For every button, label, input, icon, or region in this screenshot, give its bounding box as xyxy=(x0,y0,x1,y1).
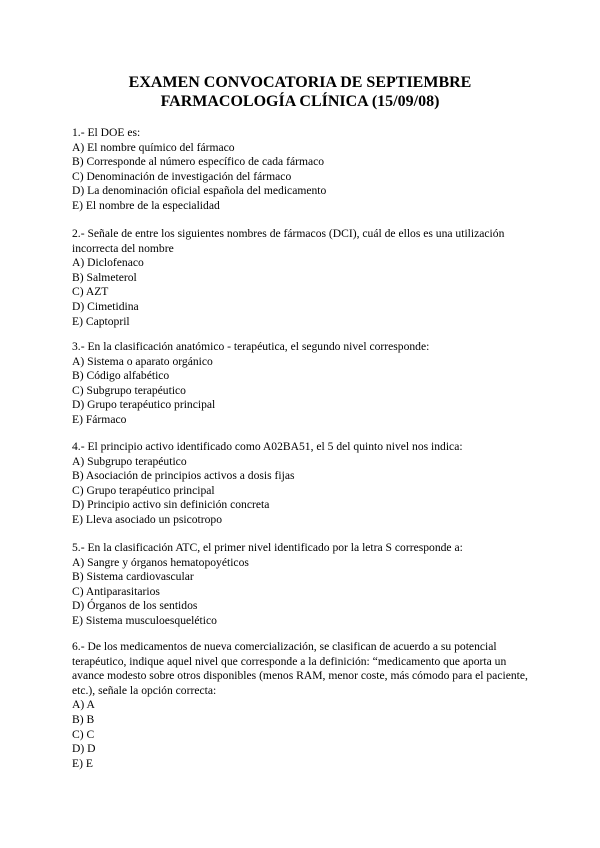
question-6 xyxy=(72,640,532,771)
question-text: 3.- En la clasificación anatómico - terapéutica, el segundo nivel corresponde: xyxy=(72,340,430,353)
option-d: D) Grupo terapéutico principal xyxy=(72,398,216,412)
option-a: A) Subgrupo terapéutico xyxy=(72,454,187,468)
option-b: B) Salmeterol xyxy=(72,270,137,284)
option-e: E) Lleva asociado un psicotropo xyxy=(72,512,223,526)
option-d: D) La denominación oficial española del medicamento xyxy=(72,184,327,198)
exam-title: EXAMEN CONVOCATORIA DE SEPTIEMBRE xyxy=(128,74,472,91)
option-e: E) Fármaco xyxy=(72,412,127,426)
option-c: C) Grupo terapéutico principal xyxy=(72,483,215,497)
question-2 xyxy=(72,227,532,329)
option-b: B) B xyxy=(72,712,95,726)
option-a: A) Sistema o aparato orgánico xyxy=(72,354,213,368)
exam-subtitle: FARMACOLOGÍA CLÍNICA (15/09/08) xyxy=(160,93,440,110)
option-a: A) Sangre y órganos hematopoyéticos xyxy=(72,555,249,569)
option-e: E) El nombre de la especialidad xyxy=(72,198,220,212)
question-text: 4.- El principio activo identificado como A02BA51, el 5 del quinto nivel nos indica: xyxy=(72,440,463,453)
option-c: C) AZT xyxy=(72,285,109,299)
option-a: A) Diclofenaco xyxy=(72,256,144,270)
question-5 xyxy=(72,541,532,629)
question-text: 1.- El DOE es: xyxy=(72,126,141,139)
option-d: D) D xyxy=(72,742,96,756)
option-c: C) Denominación de investigación del fármaco xyxy=(72,169,292,183)
option-e: E) Sistema musculoesquelético xyxy=(72,613,217,627)
question-text: 6.- De los medicamentos de nueva comercialización, se clasifican de acuerdo a su potencial terapéutico, indique aquel nivel que corresponde a la definición: “medicamento que aporta un avance modesto sobre otros disponibles (menos RAM, menor coste, más cómodo para el paciente, etc.), señale la opción correcta: xyxy=(72,640,528,697)
question-1 xyxy=(72,126,532,214)
option-a: A) A xyxy=(72,698,95,712)
option-c: C) Antiparasitarios xyxy=(72,584,160,598)
option-c: C) Subgrupo terapéutico xyxy=(72,383,186,397)
option-b: B) Corresponde al número específico de cada fármaco xyxy=(72,155,325,169)
option-d: D) Cimetidina xyxy=(72,299,139,313)
option-d: D) Principio activo sin definición concreta xyxy=(72,498,270,512)
question-text: 5.- En la clasificación ATC, el primer nivel identificado por la letra S corresponde a: xyxy=(72,541,463,554)
question-text: 2.- Señale de entre los siguientes nombres de fármacos (DCI), cuál de ellos es una utilización incorrecta del nombre xyxy=(72,227,505,255)
option-b: B) Código alfabético xyxy=(72,369,170,383)
option-d: D) Órganos de los sentidos xyxy=(72,599,198,613)
option-e: E) E xyxy=(72,756,93,770)
option-b: B) Asociación de principios activos a dosis fijas xyxy=(72,469,295,483)
option-b: B) Sistema cardiovascular xyxy=(72,570,194,584)
option-c: C) C xyxy=(72,727,95,741)
option-e: E) Captopril xyxy=(72,314,130,328)
question-3 xyxy=(72,340,532,428)
option-a: A) El nombre químico del fármaco xyxy=(72,140,235,154)
question-4 xyxy=(72,440,532,528)
